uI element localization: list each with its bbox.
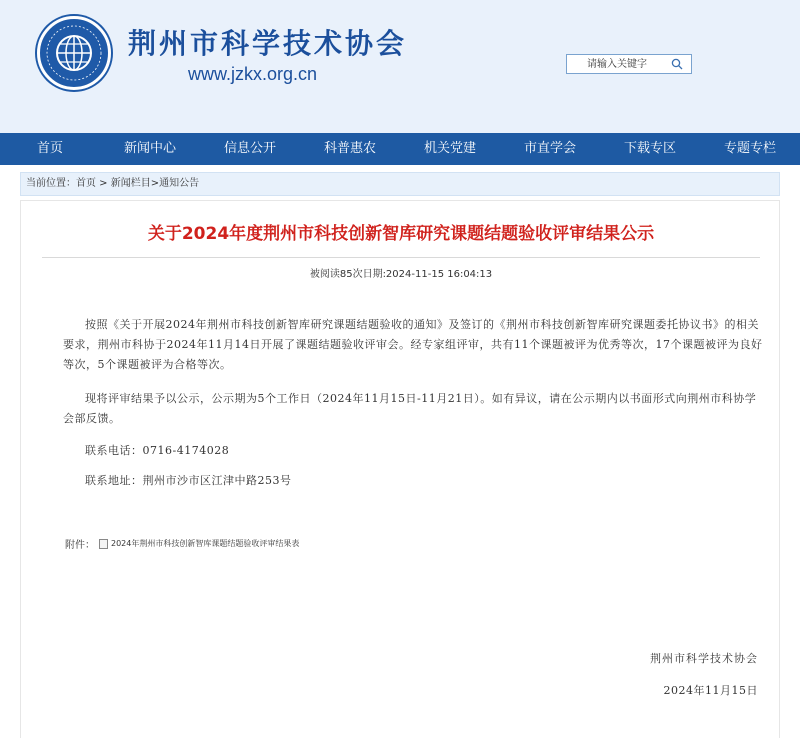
site-url: www.jzkx.org.cn [188, 64, 318, 84]
breadcrumb-separator: > [150, 178, 160, 189]
main-nav [0, 133, 800, 165]
attachment [65, 536, 299, 551]
breadcrumb-label: 当前位置： [26, 178, 76, 189]
breadcrumb-section[interactable]: 新闻栏目 [110, 178, 151, 189]
contact-phone: 联系电话：0716-4174028 [85, 444, 230, 457]
article-paragraph-1: 按照《关于开展2024年荆州市科技创新智库研究课题结题验收的通知》及签订的《荆州市科技创新智库研究课题委托协议书》的相关要求，荆州市科协于2024年11月14日开展了课题结题验收评审会。经专家组评审，共有11个课题被评为优秀等次，17个课题被评为良好等次，5个课题被评为合格等次。 [63, 318, 763, 371]
signature-org: 荆州市科学技术协会 [650, 652, 758, 665]
attachment-label: 附件： [65, 540, 95, 551]
nav-item-societies[interactable]: 市直学会 [523, 141, 576, 156]
nav-item-info[interactable]: 信息公开 [223, 141, 276, 156]
breadcrumb [20, 172, 780, 196]
breadcrumb-current[interactable]: 通知公告 [159, 178, 200, 189]
nav-item-downloads[interactable]: 下载专区 [623, 141, 676, 156]
file-icon [99, 539, 108, 549]
article-meta: 被阅读85次日期:2024-11-15 16:04:13 [309, 269, 493, 280]
article-paragraph-2: 现将评审结果予以公示，公示期为5个工作日（2024年11月15日-11月21日）。如有异议，请在公示期内以书面形式向荆州市科协学会部反馈。 [63, 392, 757, 425]
nav-item-news[interactable]: 新闻中心 [123, 141, 176, 156]
search-input[interactable] [567, 55, 667, 73]
title-divider [42, 257, 760, 258]
contact-address: 联系地址：荆州市沙市区江津中路253号 [85, 474, 292, 487]
article-panel [20, 200, 780, 738]
search-icon[interactable] [667, 55, 687, 73]
site-title: 荆州市科学技术协会 [128, 27, 408, 60]
signature-date: 2024年11月15日 [663, 684, 758, 697]
attachment-link[interactable]: 2024年荆州市科技创新智库课题结题验收评审结果表 [111, 539, 300, 548]
breadcrumb-separator: > [96, 178, 111, 189]
logo-emblem-icon[interactable] [37, 16, 111, 90]
breadcrumb-home[interactable]: 首页 [76, 178, 96, 189]
nav-item-topics[interactable]: 专题专栏 [723, 141, 776, 156]
nav-item-home[interactable]: 首页 [36, 141, 63, 156]
article-title: 关于2024年度荆州市科技创新智库研究课题结题验收评审结果公示 [147, 224, 655, 244]
nav-item-science[interactable]: 科普惠农 [323, 141, 376, 156]
site-header [0, 0, 800, 133]
nav-item-party[interactable]: 机关党建 [423, 141, 476, 156]
search-box [566, 54, 692, 74]
